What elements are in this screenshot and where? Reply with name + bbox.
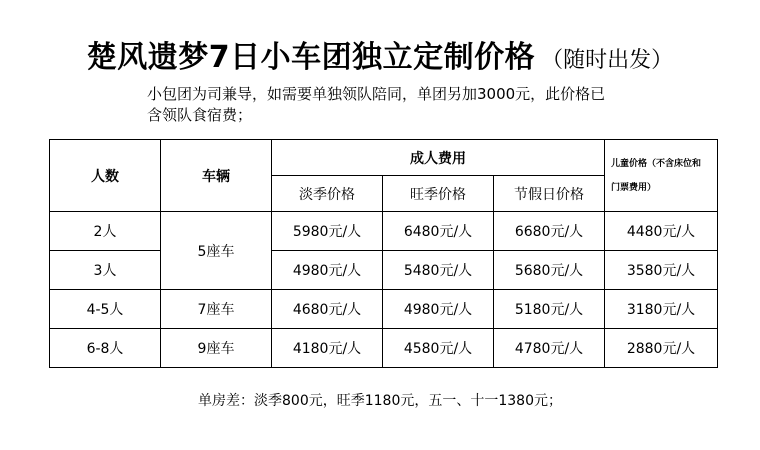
cell-child-price: 3580元/人	[605, 251, 718, 290]
table-row	[50, 212, 718, 251]
table-header-row	[50, 140, 718, 176]
cell-holiday-price: 5180元/人	[494, 290, 605, 329]
cell-low-price: 4180元/人	[272, 329, 383, 368]
cell-high-price: 4980元/人	[383, 290, 494, 329]
cell-holiday-price: 4780元/人	[494, 329, 605, 368]
cell-people: 4-5人	[50, 290, 161, 329]
cell-low-price: 5980元/人	[272, 212, 383, 251]
cell-vehicle: 9座车	[161, 329, 272, 368]
header-adult-fee: 成人费用	[272, 140, 605, 176]
page-title: 楚风遗梦7日小车团独立定制价格	[86, 40, 536, 75]
header-high-season: 旺季价格	[383, 176, 494, 212]
cell-high-price: 6480元/人	[383, 212, 494, 251]
guide-note-line-2: 含领队食宿费；	[147, 106, 253, 124]
guide-note	[147, 84, 657, 126]
page-subtitle: （随时出发）	[541, 48, 674, 73]
cell-child-price: 2880元/人	[605, 329, 718, 368]
cell-people: 2人	[50, 212, 161, 251]
header-child-price-line-2: 门票费用）	[611, 182, 657, 193]
cell-child-price: 3180元/人	[605, 290, 718, 329]
cell-low-price: 4980元/人	[272, 251, 383, 290]
header-child-price	[605, 140, 718, 212]
guide-note-line-1: 小包团为司兼导，如需要单独领队陪同，单团另加3000元，此价格已	[147, 85, 606, 103]
cell-people: 3人	[50, 251, 161, 290]
table-row	[50, 329, 718, 368]
cell-vehicle: 7座车	[161, 290, 272, 329]
header-low-season: 淡季价格	[272, 176, 383, 212]
table-row	[50, 251, 718, 290]
page-title-row	[0, 32, 760, 76]
header-people: 人数	[50, 140, 161, 212]
cell-high-price: 4580元/人	[383, 329, 494, 368]
header-child-price-line-1: 儿童价格（不含床位和	[611, 158, 702, 169]
header-vehicle: 车辆	[161, 140, 272, 212]
cell-holiday-price: 6680元/人	[494, 212, 605, 251]
cell-holiday-price: 5680元/人	[494, 251, 605, 290]
table-row	[50, 290, 718, 329]
cell-high-price: 5480元/人	[383, 251, 494, 290]
cell-vehicle: 5座车	[161, 212, 272, 290]
single-room-note: 单房差：淡季800元，旺季1180元，五一、十一1380元；	[198, 393, 562, 409]
header-holiday: 节假日价格	[494, 176, 605, 212]
cell-child-price: 4480元/人	[605, 212, 718, 251]
cell-people: 6-8人	[50, 329, 161, 368]
cell-low-price: 4680元/人	[272, 290, 383, 329]
price-table	[49, 139, 718, 368]
